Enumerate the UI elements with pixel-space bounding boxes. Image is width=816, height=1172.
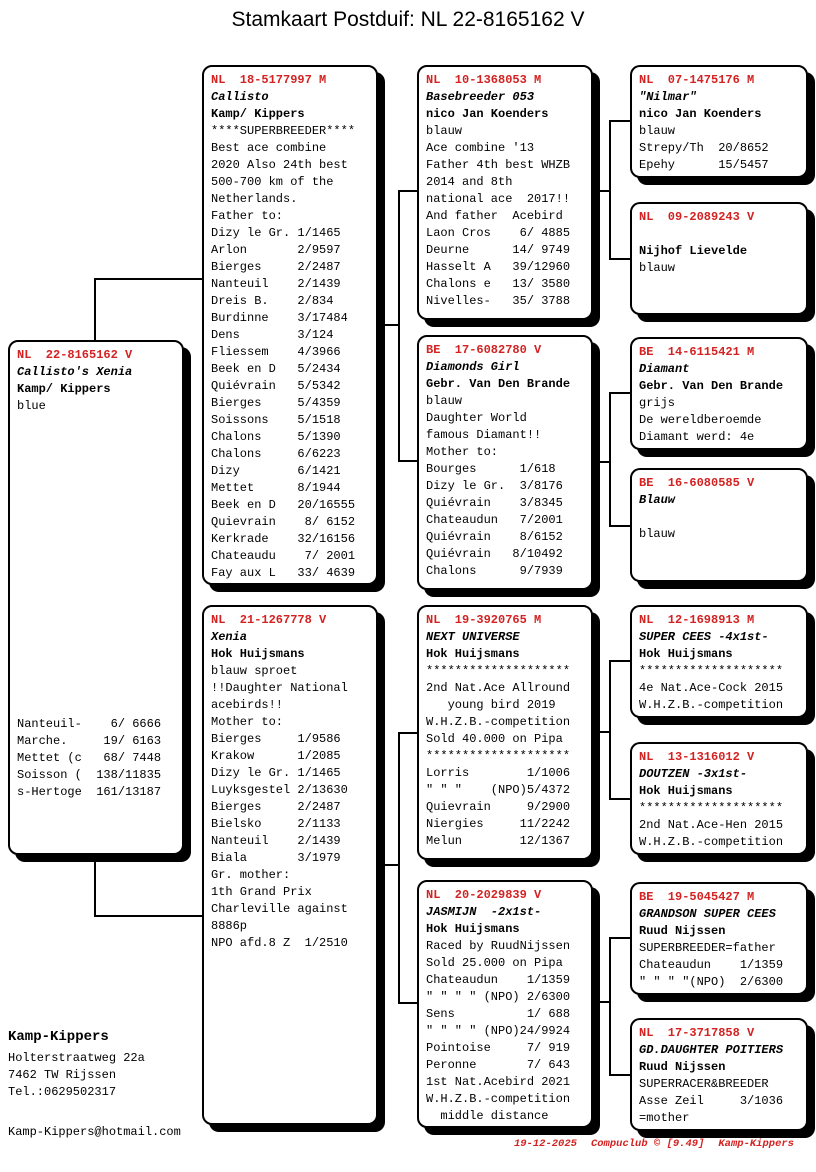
info-line: W.H.Z.B.-competition [639, 698, 784, 712]
pedigree-connector-line [94, 278, 96, 342]
pigeon-name: Diamant [639, 362, 690, 376]
info-line: Chalons 5/1390 [211, 430, 341, 444]
info-line: And father Acebird [426, 209, 563, 223]
info-line: Dreis B. 2/834 [211, 294, 334, 308]
info-line: Chateaudun 1/1359 [639, 958, 784, 972]
info-line: Father to: [211, 209, 284, 223]
info-line: NPO afd.8 Z 1/2510 [211, 936, 348, 950]
pedigree-connector-line [609, 660, 611, 800]
pedigree-connector-line [609, 120, 630, 122]
pedigree-connector-line [377, 324, 399, 326]
result-line: Marche. 19/ 6163 [17, 734, 162, 748]
result-line: Soisson ( 138/11835 [17, 768, 162, 782]
info-line: Kerkrade 32/16156 [211, 532, 356, 546]
pedigree-connector-line [609, 392, 611, 527]
info-line: " " " " (NPO)24/9924 [426, 1024, 571, 1038]
info-line: W.H.Z.B.-competition [426, 1092, 571, 1106]
ring-number: NL 07-1475176 M [639, 73, 755, 87]
pedigree-connector-line [609, 1074, 630, 1076]
info-line: Chateaudun 1/1359 [426, 973, 571, 987]
pedigree-connector-line [94, 278, 204, 280]
info-line: Bierges 2/2487 [211, 800, 341, 814]
pedigree-connector-line [398, 732, 418, 734]
pedigree-connector-line [609, 392, 630, 394]
info-line: Fay aux L 33/ 4639 [211, 566, 356, 580]
info-line: Pointoise 7/ 919 [426, 1041, 571, 1055]
pedigree-connector-line [398, 190, 400, 462]
pigeon-name: GRANDSON SUPER CEES [639, 907, 776, 921]
info-line: young bird 2019 [426, 698, 556, 712]
info-line: Sens 1/ 688 [426, 1007, 571, 1021]
pedigree-connector-line [398, 190, 418, 192]
info-line: 500-700 km of the [211, 175, 334, 189]
owner-name: Gebr. Van Den Brande [639, 379, 784, 393]
info-line: W.H.Z.B.-competition [426, 715, 571, 729]
info-line: blauw [639, 527, 676, 541]
info-line: Netherlands. [211, 192, 298, 206]
info-line: =mother [639, 1111, 690, 1125]
info-line: Quiévrain 8/6152 [426, 530, 563, 544]
pigeon-name: DOUTZEN -3x1st- [639, 767, 748, 781]
info-line: 1th Grand Prix [211, 885, 312, 899]
info-line: 2020 Also 24th best [211, 158, 348, 172]
info-line: national ace 2017!! [426, 192, 571, 206]
pedigree-connector-line [94, 915, 204, 917]
info-line: " " " " (NPO) 2/6300 [426, 990, 571, 1004]
info-line: Chateaudu 7/ 2001 [211, 549, 356, 563]
info-line: acebirds!! [211, 698, 284, 712]
ring-number: NL 21-1267778 V [211, 613, 327, 627]
info-line: Beek en D 5/2434 [211, 362, 341, 376]
info-line: Niergies 11/2242 [426, 817, 571, 831]
info-line: Chalons 9/7939 [426, 564, 563, 578]
info-line: Mettet 8/1944 [211, 481, 341, 495]
info-line: Quiévrain 3/8345 [426, 496, 563, 510]
info-line: W.H.Z.B.-competition [639, 835, 784, 849]
info-line: famous Diamant!! [426, 428, 542, 442]
info-line: Daughter World [426, 411, 527, 425]
info-line: Bielsko 2/1133 [211, 817, 341, 831]
owner-name: Ruud Nijssen [639, 1060, 726, 1074]
info-line: " " " "(NPO) 2/6300 [639, 975, 784, 989]
info-line: Soissons 5/1518 [211, 413, 341, 427]
pedigree-connector-line [609, 525, 630, 527]
info-line: Biala 3/1979 [211, 851, 341, 865]
owner-name: Nijhof Lievelde [639, 244, 748, 258]
ring-number: NL 12-1698913 M [639, 613, 755, 627]
pedigree-box-ggp3 [630, 337, 808, 450]
info-line: Best ace combine [211, 141, 327, 155]
info-line: Asse Zeil 3/1036 [639, 1094, 784, 1108]
owner-name: Hok Huijsmans [426, 922, 520, 936]
result-line: s-Hertoge 161/13187 [17, 785, 162, 799]
info-line: Luyksgestel 2/13630 [211, 783, 348, 797]
result-line: Nanteuil- 6/ 6666 [17, 717, 162, 731]
pigeon-name: JASMIJN -2x1st- [426, 905, 542, 919]
owner-name: Kamp/ Kippers [211, 107, 305, 121]
loft-name: Kamp-Kippers [8, 1029, 109, 1045]
owner-name: Hok Huijsmans [211, 647, 305, 661]
info-line: Deurne 14/ 9749 [426, 243, 571, 257]
info-line: Father 4th best WHZB [426, 158, 571, 172]
info-line: Sold 25.000 on Pipa [426, 956, 563, 970]
result-line: Mettet (c 68/ 7448 [17, 751, 162, 765]
info-line: Hasselt A 39/12960 [426, 260, 571, 274]
pedigree-box-ggp1 [630, 65, 808, 178]
info-line: Dizy le Gr. 1/1465 [211, 226, 341, 240]
pedigree-connector-line [398, 460, 418, 462]
ring-number: NL 18-5177997 M [211, 73, 327, 87]
info-line: Chateaudun 7/2001 [426, 513, 563, 527]
pedigree-connector-line [377, 864, 399, 866]
info-line: ******************** [426, 749, 571, 763]
info-line: Peronne 7/ 643 [426, 1058, 571, 1072]
pedigree-connector-line [609, 258, 630, 260]
info-line: 2nd Nat.Ace-Hen 2015 [639, 818, 784, 832]
info-line: " " " (NPO)5/4372 [426, 783, 571, 797]
info-line: Epehy 15/5457 [639, 158, 769, 172]
pigeon-name: "Nilmar" [639, 90, 697, 104]
pedigree-connector-line [398, 1002, 418, 1004]
owner-name: nico Jan Koenders [639, 107, 762, 121]
pedigree-box-grandsire-paternal [417, 65, 593, 320]
info-line: 2014 and 8th [426, 175, 513, 189]
info-line: Arlon 2/9597 [211, 243, 341, 257]
pigeon-name: GD.DAUGHTER POITIERS [639, 1043, 784, 1057]
info-line: blauw [639, 261, 676, 275]
pigeon-name: Basebreeder 053 [426, 90, 535, 104]
pigeon-name: NEXT UNIVERSE [426, 630, 520, 644]
pigeon-name: SUPER CEES -4x1st- [639, 630, 769, 644]
info-line: 1st Nat.Acebird 2021 [426, 1075, 571, 1089]
info-line: blue [17, 399, 46, 413]
info-line: ****SUPERBREEDER**** [211, 124, 356, 138]
footer-owner: Kamp-Kippers [718, 1138, 794, 1150]
owner-name: Gebr. Van Den Brande [426, 377, 571, 391]
info-line: blauw [426, 394, 463, 408]
info-line: Strepy/Th 20/8652 [639, 141, 769, 155]
info-line: ******************** [639, 801, 784, 815]
pigeon-name: Xenia [211, 630, 248, 644]
info-line: Charleville against [211, 902, 348, 916]
info-line: Ace combine '13 [426, 141, 535, 155]
info-line: ******************** [426, 664, 571, 678]
pedigree-box-subject [8, 340, 184, 855]
info-line: Bierges 1/9586 [211, 732, 341, 746]
loft-street: Holterstraatweg 22a [8, 1051, 145, 1065]
info-line: Quievrain 8/ 6152 [211, 515, 356, 529]
info-line: blauw sproet [211, 664, 298, 678]
ring-number: NL 22-8165162 V [17, 348, 133, 362]
pedigree-box-grandsire-maternal [417, 605, 593, 860]
info-line: ******************** [639, 664, 784, 678]
info-line: Dizy le Gr. 3/8176 [426, 479, 563, 493]
loft-phone: Tel.:0629502317 [8, 1085, 117, 1099]
info-line: Burdinne 3/17484 [211, 311, 348, 325]
info-line: Diamant werd: 4e [639, 430, 755, 444]
ring-number: NL 19-3920765 M [426, 613, 542, 627]
software-credit: Compuclub © [9.49] [590, 1138, 705, 1150]
ring-number: NL 20-2029839 V [426, 888, 542, 902]
info-line: 4e Nat.Ace-Cock 2015 [639, 681, 784, 695]
pedigree-connector-line [609, 937, 611, 1076]
print-date: 19-12-2025 [513, 1138, 577, 1150]
info-line: Raced by RuudNijssen [426, 939, 571, 953]
info-line: blauw [426, 124, 463, 138]
owner-name: Kamp/ Kippers [17, 382, 111, 396]
ring-number: BE 16-6080585 V [639, 476, 755, 490]
ring-number: NL 09-2089243 V [639, 210, 755, 224]
pedigree-connector-line [398, 732, 400, 1004]
pigeon-name [639, 226, 799, 243]
pedigree-box-ggp4 [630, 468, 808, 582]
pedigree-box-granddam-paternal [417, 335, 593, 590]
info-line: Quievrain 9/2900 [426, 800, 571, 814]
pedigree-box-sire [202, 65, 378, 585]
info-line: Chalons 6/6223 [211, 447, 341, 461]
info-line: SUPERRACER&BREEDER [639, 1077, 769, 1091]
pedigree-connector-line [94, 853, 96, 917]
loft-city: 7462 TW Rijssen [8, 1068, 117, 1082]
owner-name: nico Jan Koenders [426, 107, 549, 121]
info-line: Quiévrain 5/5342 [211, 379, 341, 393]
info-line: Nivelles- 35/ 3788 [426, 294, 571, 308]
info-line: Dens 3/124 [211, 328, 334, 342]
info-line: 2nd Nat.Ace Allround [426, 681, 571, 695]
owner-name: Hok Huijsmans [639, 647, 733, 661]
pigeon-name: Callisto's Xenia [17, 365, 133, 379]
ring-number: NL 13-1316012 V [639, 750, 755, 764]
info-line: Nanteuil 2/1439 [211, 834, 341, 848]
info-line: 8886p [211, 919, 248, 933]
pedigree-box-granddam-maternal [417, 880, 593, 1128]
info-line: Bourges 1/618 [426, 462, 556, 476]
pedigree-box-ggp2 [630, 202, 808, 315]
pedigree-box-ggp7 [630, 882, 808, 995]
info-line: Mother to: [211, 715, 284, 729]
info-line: grijs [639, 396, 676, 410]
pigeon-name: Diamonds Girl [426, 360, 520, 374]
page-title: Stamkaart Postduif: NL 22-8165162 V [231, 8, 585, 31]
pedigree-connector-line [609, 937, 630, 939]
info-line: Gr. mother: [211, 868, 291, 882]
pedigree-connector-line [609, 120, 611, 260]
info-line: De wereldberoemde [639, 413, 762, 427]
ring-number: NL 10-1368053 M [426, 73, 542, 87]
pigeon-name: Callisto [211, 90, 269, 104]
owner-name: Hok Huijsmans [639, 784, 733, 798]
ring-number: BE 19-5045427 M [639, 890, 755, 904]
info-line: Fliessem 4/3966 [211, 345, 341, 359]
ring-number: BE 14-6115421 M [639, 345, 755, 359]
pigeon-name: Blauw [639, 493, 676, 507]
info-line: Dizy le Gr. 1/1465 [211, 766, 341, 780]
pedigree-connector-line [609, 798, 630, 800]
info-line: Lorris 1/1006 [426, 766, 571, 780]
owner-name: Hok Huijsmans [426, 647, 520, 661]
info-line: !!Daughter National [211, 681, 348, 695]
info-line: Beek en D 20/16555 [211, 498, 356, 512]
info-line: blauw [639, 124, 676, 138]
info-line: Bierges 2/2487 [211, 260, 341, 274]
owner-name [639, 509, 799, 526]
info-line: Chalons e 13/ 3580 [426, 277, 571, 291]
info-line: Dizy 6/1421 [211, 464, 341, 478]
pedigree-connector-line [609, 660, 630, 662]
ring-number: BE 17-6082780 V [426, 343, 542, 357]
pedigree-box-ggp6 [630, 742, 808, 855]
info-line: Melun 12/1367 [426, 834, 571, 848]
info-line: Sold 40.000 on Pipa [426, 732, 563, 746]
info-line: Quiévrain 8/10492 [426, 547, 563, 561]
info-line: middle distance [426, 1109, 549, 1123]
pedigree-box-ggp8 [630, 1018, 808, 1131]
loft-email: Kamp-Kippers@hotmail.com [8, 1125, 181, 1139]
box-spacer [17, 415, 175, 716]
info-line: Mother to: [426, 445, 499, 459]
owner-name: Ruud Nijssen [639, 924, 726, 938]
info-line: Bierges 5/4359 [211, 396, 341, 410]
print-footer [514, 1138, 794, 1150]
pedigree-box-dam [202, 605, 378, 1125]
info-line: Laon Cros 6/ 4885 [426, 226, 571, 240]
info-line: Nanteuil 2/1439 [211, 277, 341, 291]
info-line: SUPERBREEDER=father [639, 941, 776, 955]
ring-number: NL 17-3717858 V [639, 1026, 755, 1040]
pedigree-box-ggp5 [630, 605, 808, 718]
info-line: Krakow 1/2085 [211, 749, 341, 763]
